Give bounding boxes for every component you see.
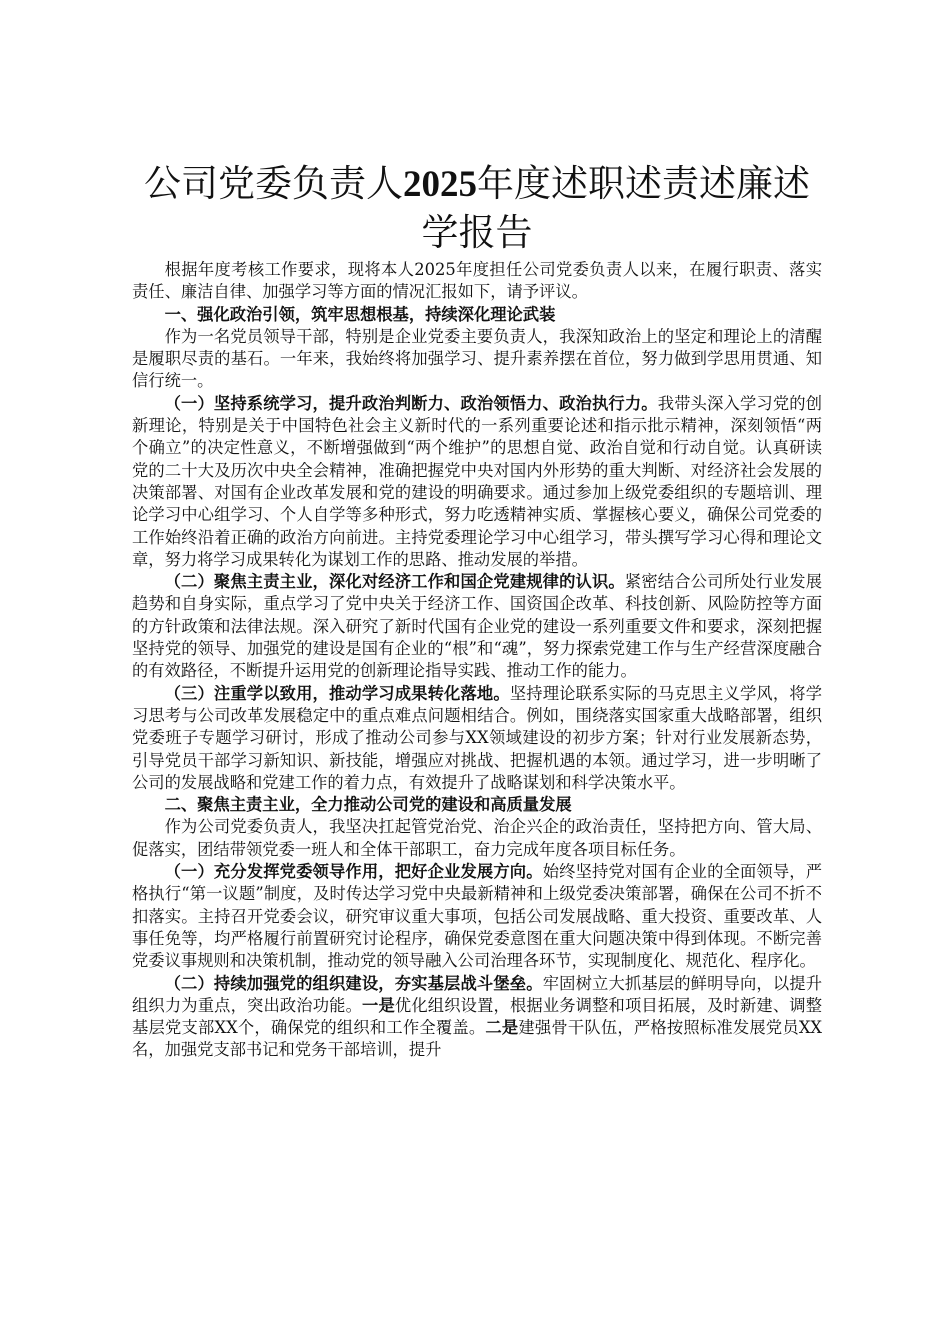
section-1-paragraph-3: [132, 683, 822, 794]
document-page: [132, 160, 822, 1062]
section-2-paragraph-2-lead: （二）持续加强党的组织建设，夯实基层战斗堡垒。: [164, 973, 543, 993]
section-1-intro: 作为一名党员领导干部，特别是企业党委主要负责人，我深知政治上的坚定和理论上的清醒是履职尽责的基石。一年来，我始终将加强学习、提升素养摆在首位，努力做到学思用贯通、知信行统一。: [132, 326, 822, 391]
section-1-paragraph-1: [132, 393, 822, 571]
section-2-paragraph-2-body-c: 建强骨干队伍，严格按照标准发展党员XX名，加强党支部书记和党务干部培训，提升: [132, 1018, 822, 1060]
section-2-paragraph-1-lead: （一）充分发挥党委领导作用，把好企业发展方向。: [164, 862, 543, 882]
section-2-heading: 二、聚焦主责主业，全力推动公司党的建设和高质量发展: [164, 795, 572, 815]
title-part-2: 年度述职述责述廉述学报告: [421, 162, 810, 254]
intro-paragraph: 根据年度考核工作要求，现将本人2025年度担任公司党委负责人以来，在履行职责、落实责任、廉洁自律、加强学习等方面的情况汇报如下，请予评议。: [132, 260, 822, 302]
section-2-paragraph-2: [132, 973, 822, 1062]
section-2-paragraph-2-body-a: 牢固树立大抓基层的鲜明导向，以提升组织力为重点，突出政治功能。: [132, 973, 822, 1015]
section-1-paragraph-1-body: 我带头深入学习党的创新理论，特别是关于中国特色社会主义新时代的一系列重要论述和指示批示精神，深刻领悟“两个确立”的决定性意义，不断增强做到“两个维护”的思想自觉、政治自觉和行动自觉。认真研读党的二十大及历次中央全会精神，准确把握党中央对国内外形势的重大判断、对经济社会发展的决策部署、对国有企业改革发展和党的建设的明确要求。通过参加上级党委组织的专题培训、理论学习中心组学习、个人自学等多种形式，努力吃透精神实质、掌握核心要义，确保公司党委的工作始终沿着正确的政治方向前进。主持党委理论学习中心组学习，带头撰写学习心得和理论文章，努力将学习成果转化为谋划工作的思路、推动发展的举措。: [132, 393, 822, 569]
section-2-paragraph-1: [132, 861, 822, 972]
section-1-paragraph-3-body: 坚持理论联系实际的马克思主义学风，将学习思考与公司改革发展稳定中的重点难点问题相结合。例如，围绕落实国家重大战略部署，组织党委班子专题学习研讨，形成了推动公司参与XX领域建设的初步方案；针对行业发展新态势，引导党员干部学习新知识、新技能，增强应对挑战、把握机遇的本领。通过学习，进一步明晰了公司的发展战略和党建工作的着力点，有效提升了战略谋划和科学决策水平。: [132, 683, 822, 792]
title-year: 2025: [403, 164, 477, 205]
section-1-paragraph-2: [132, 571, 822, 682]
section-2-marker-2: 二是: [485, 1018, 519, 1038]
section-1-paragraph-1-lead: （一）坚持系统学习，提升政治判断力、政治领悟力、政治执行力。: [164, 393, 658, 413]
section-1-paragraph-3-lead: （三）注重学以致用，推动学习成果转化落地。: [164, 683, 510, 703]
section-1-paragraph-2-body: 紧密结合公司所处行业发展趋势和自身实际，重点学习了党中央关于经济工作、国资国企改革、科技创新、风险防控等方面的方针政策和法律法规。深入研究了新时代国有企业党的建设一系列重要文件和要求，深刻把握坚持党的领导、加强党的建设是国有企业的“根”和“魂”，努力探索党建工作与生产经营深度融合的有效路径，不断提升运用党的创新理论指导实践、推动工作的能力。: [132, 572, 822, 681]
section-2-paragraph-2-body-b: 优化组织设置，根据业务调整和项目拓展，及时新建、调整基层党支部XX个，确保党的组织和工作全覆盖。: [132, 995, 822, 1038]
section-2-paragraph-1-body: 始终坚持党对国有企业的全面领导，严格执行“第一议题”制度，及时传达学习党中央最新精神和上级党委决策部署，确保在公司不折不扣落实。主持召开党委会议，研究审议重大事项，包括公司发展战略、重大投资、重要改革、人事任免等，均严格履行前置研究讨论程序，确保党委意图在重大问题决策中得到体现。不断完善党委议事规则和决策机制，推动党的领导融入公司治理各环节，实现制度化、规范化、程序化。: [132, 862, 822, 971]
title-part-1: 公司党委负责人: [144, 162, 403, 205]
section-1-paragraph-2-lead: （二）聚焦主责主业，深化对经济工作和国企党建规律的认识。: [164, 572, 625, 592]
section-2-intro: 作为公司党委负责人，我坚决扛起管党治党、治企兴企的政治责任，坚持把方向、管大局、促落实，团结带领党委一班人和全体干部职工，奋力完成年度各项目标任务。: [132, 817, 822, 859]
document-title: [132, 160, 822, 257]
section-1-heading: 一、强化政治引领，筑牢思想根基，持续深化理论武装: [164, 304, 556, 324]
section-2-marker-1: 一是: [362, 995, 395, 1015]
